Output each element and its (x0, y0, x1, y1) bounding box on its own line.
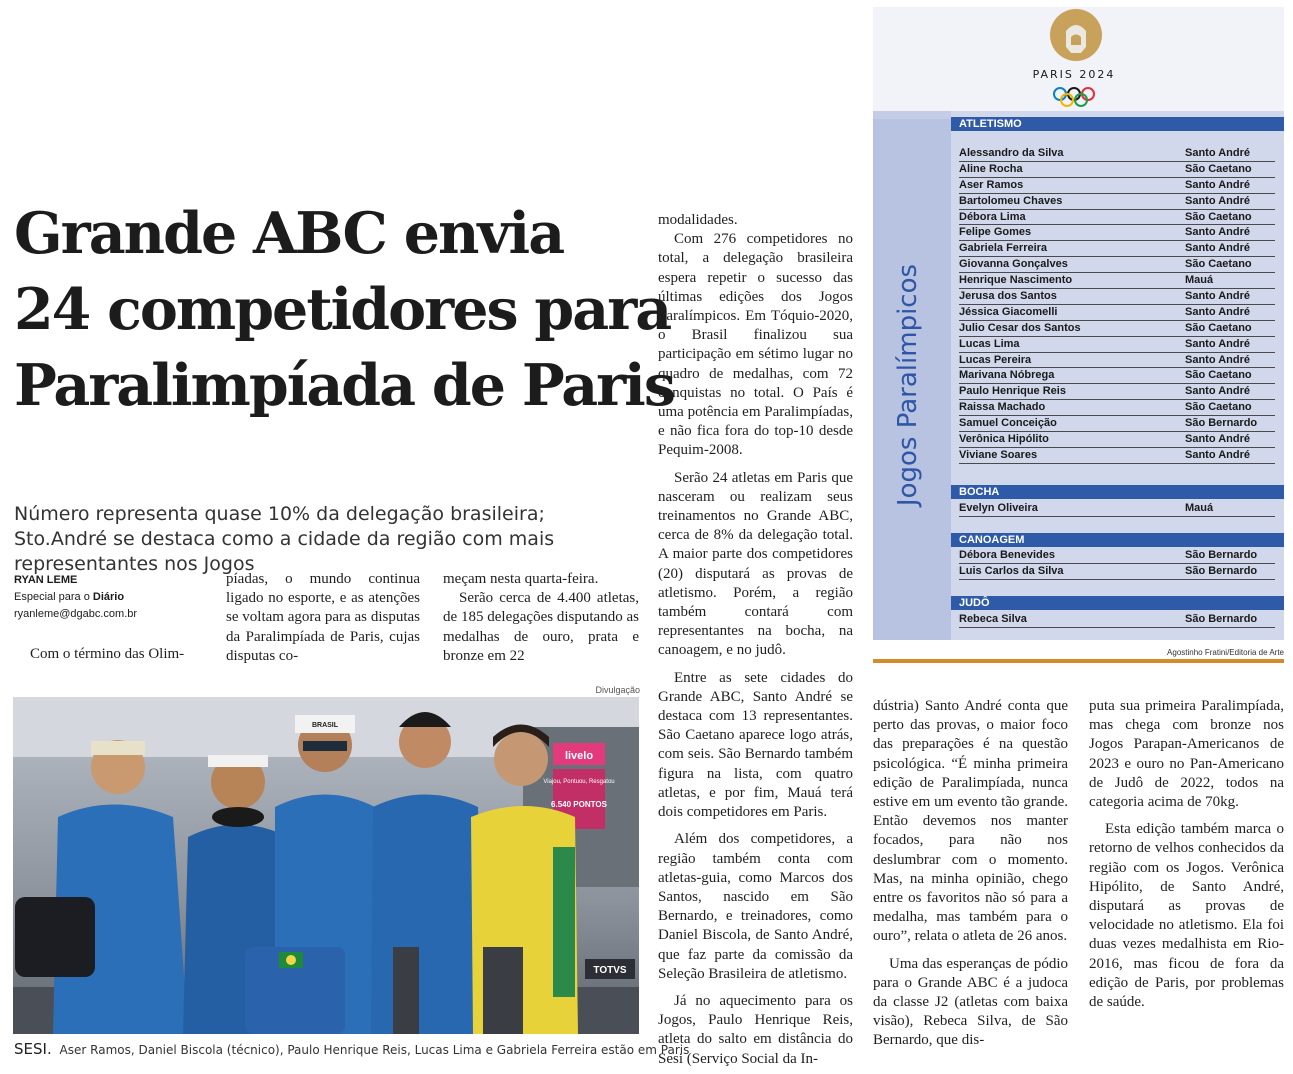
section-header-judo: JUDÔ (951, 596, 1284, 610)
athlete-city: Mauá (1185, 274, 1214, 287)
paragraph: dústria) Santo André conta que perto das provas, o maior foco das preparações é na questão psicológica. “É minha primeira edição de Paralimpíada, nunca estive em um evento tão grande. Então devemos nos manter focados, para não nos deslumbrar com o momento. Mas, na minha opinião, chego entre os favoritos não só para a medalha, mas também para o ouro”, relata o atleta de 26 anos. (873, 698, 1068, 945)
athlete-city: Santo André (1185, 178, 1250, 191)
athlete-name: Julio Cesar dos Santos (959, 321, 1081, 334)
athlete-name: Verônica Hipólito (959, 433, 1049, 446)
athlete-name: Bartolomeu Chaves (959, 194, 1063, 207)
athlete-name: Jéssica Giacomelli (959, 305, 1058, 318)
athlete-city: Santo André (1185, 305, 1250, 318)
athlete-name: Alessandro da Silva (959, 147, 1064, 159)
paragraph: Já no aquecimento para os Jogos, Paulo Henrique Reis, atleta do salto em distância do Sesi (Serviço Social da In- (658, 992, 853, 1067)
paragraph: Serão cerca de 4.400 atletas, de 185 delegações disputando as medalhas de ouro, prata e bronze em 22 (443, 590, 639, 664)
author-role-prefix: Especial para o (14, 591, 90, 603)
paragraph: píadas, o mundo continua ligado no esporte, e as atenções se voltam agora para as disputas da Paralimpíada de Paris, cujas disputas co- (226, 571, 420, 664)
rows-judo (959, 612, 1275, 628)
athlete-city: Santo André (1185, 226, 1250, 239)
author-role (14, 589, 214, 606)
headline-line-3: Paralimpíada de Paris (14, 352, 674, 419)
athlete-city: São Caetano (1185, 369, 1252, 382)
athlete-name: Felipe Gomes (959, 226, 1032, 239)
paragraph: Com o término das Olim- (30, 646, 185, 662)
athlete-city: Santo André (1185, 147, 1250, 159)
author-name: RYAN LEME (14, 574, 78, 586)
article-column-1 (14, 645, 206, 664)
paragraph: meçam nesta quarta-feira. (443, 571, 599, 587)
athlete-row (959, 416, 1275, 432)
paragraph: Entre as sete cidades do Grande ABC, Santo André se destaca com 13 representantes. São Caetano aparece logo atrás, com seis. São Bernardo também figura na lista, com quatro atletas, e por fim, Mauá terá dois competidores em Paris. (658, 669, 853, 821)
article-column-3 (443, 570, 639, 666)
section-header-canoagem: CANOAGEM (951, 533, 1284, 547)
athlete-row (959, 501, 1275, 517)
athlete-city: São Bernardo (1185, 417, 1258, 430)
athlete-name: Evelyn Oliveira (959, 502, 1038, 514)
athlete-row (959, 321, 1275, 337)
athlete-city: Santo André (1185, 433, 1250, 446)
athlete-name: Jerusa dos Santos (959, 290, 1057, 303)
article-column-4 (658, 211, 853, 1069)
athlete-row (959, 305, 1275, 321)
athlete-city: São Bernardo (1185, 564, 1258, 577)
athlete-row (959, 612, 1275, 628)
author-role-paper: Diário (92, 591, 125, 603)
athlete-name: Rebeca Silva (959, 613, 1027, 625)
subhead: Número representa quase 10% da delegação brasileira; Sto.André se destaca como a cidade da região com mais representantes nos Jogos (14, 503, 555, 575)
athlete-name: Raissa Machado (959, 401, 1046, 414)
paragraph: puta sua primeira Paralimpíada, mas chega com bronze nos Jogos Parapan-Americanos de 2023 e ouro no Pan-Americano de Judô de 2022, todos na categoria acima de 70kg. (1089, 698, 1284, 811)
athlete-city: Santo André (1185, 194, 1250, 207)
article-column-2 (226, 570, 420, 666)
athlete-row (959, 432, 1275, 448)
sidebar-bottom-rule (873, 659, 1284, 663)
athlete-row (959, 384, 1275, 400)
athlete-name: Gabriela Ferreira (959, 242, 1048, 255)
athlete-row (959, 289, 1275, 305)
athlete-row (959, 162, 1275, 178)
athlete-city: Santo André (1185, 337, 1250, 350)
photo-credit: Divulgação (595, 685, 640, 695)
athlete-name: Lucas Lima (959, 337, 1020, 350)
athlete-city: São Caetano (1185, 162, 1252, 175)
paragraph: modalidades. (658, 212, 738, 228)
team-photo (13, 697, 639, 1034)
paragraph: Com 276 competidores no total, a delegação brasileira espera repetir o sucesso das últimas edições dos Jogos Paralímpicos. Em Tóquio-2020, o Brasil finalizou sua participação em sétimo lugar no quadro de medalhas, com 72 conquistas no total. O País é uma potência em Paralimpíadas, e não fica fora do top-10 desde Pequim-2008. (658, 231, 853, 459)
athlete-row (959, 353, 1275, 369)
livelo-sign-text: livelo (564, 750, 594, 762)
athlete-name: Samuel Conceição (959, 417, 1057, 430)
athlete-name: Débora Benevides (959, 549, 1055, 561)
athlete-city: São Bernardo (1185, 549, 1258, 561)
athlete-city: Mauá (1185, 502, 1214, 514)
athlete-row (959, 337, 1275, 353)
olympic-rings-icon (1054, 88, 1094, 106)
athlete-name: Viviane Soares (959, 448, 1038, 461)
photo-caption (14, 1040, 690, 1059)
totvs-sign-text: TOTVS (593, 965, 627, 976)
paragraph: Uma das esperanças de pódio para o Grande ABC é a judoca da classe J2 (atletas com baixa visão), Rebeca Silva, de São Bernardo, que dis- (873, 955, 1068, 1049)
paris-2024-text: PARIS 2024 (1032, 68, 1116, 81)
athlete-name: Luis Carlos da Silva (959, 564, 1064, 577)
athlete-city: São Caetano (1185, 401, 1252, 414)
athlete-row (959, 368, 1275, 384)
promo-sign-text: Viajou, Pontuou, Resgatou (543, 779, 615, 785)
athlete-city: Santo André (1185, 242, 1250, 255)
athlete-row (959, 564, 1275, 580)
paragraph: Além dos competidores, a região também conta com atletas-guia, como Marcos dos Santos, nascido em São Bernardo, e treinadores, como Daniel Biscola, de Santo André, que faz parte da comissão da Seleção Brasileira de atletismo. (658, 831, 853, 982)
athlete-name: Marivana Nóbrega (959, 369, 1055, 382)
paris-2024-logo-area (873, 7, 1284, 111)
athlete-name: Henrique Nascimento (959, 274, 1073, 287)
paragraph: Esta edição também marca o retorno de velhos conhecidos da região com os Jogos. Verônica Hipólito, de Santo André, disputará as provas de velocidade no atletismo. Ela foi duas vezes medalhista em Rio-2016, mas ficou de fora da edição de Paris, por problemas de saúde. (1089, 821, 1284, 1011)
caption-text: Aser Ramos, Daniel Biscola (técnico), Paulo Henrique Reis, Lucas Lima e Gabriela Ferreira estão em Paris (59, 1043, 690, 1057)
author-email[interactable]: ryanleme@dgabc.com.br (14, 608, 138, 620)
athlete-name: Lucas Pereira (959, 353, 1032, 366)
athlete-city: São Caetano (1185, 210, 1252, 223)
athlete-row (959, 400, 1275, 416)
headline (14, 196, 674, 424)
athlete-row (959, 225, 1275, 241)
rows-atletismo (959, 146, 1275, 464)
caption-source: SESI. (14, 1040, 52, 1058)
rows-bocha (959, 501, 1275, 517)
athlete-row (959, 273, 1275, 289)
section-header-bocha: BOCHA (951, 485, 1284, 499)
athletes-sidebar (873, 7, 1284, 640)
athlete-name: Aline Rocha (959, 162, 1023, 175)
section-header-atletismo: ATLETISMO (951, 117, 1284, 131)
article-column-5 (873, 697, 1068, 1051)
team-photo-illustration (13, 697, 639, 1034)
athlete-city: São Caetano (1185, 321, 1252, 334)
athlete-name: Débora Lima (959, 210, 1026, 223)
athlete-name: Giovanna Gonçalves (959, 258, 1068, 271)
athlete-city: Santo André (1185, 353, 1250, 366)
vertical-title: Jogos Paralímpicos (893, 263, 923, 507)
byline (14, 572, 214, 623)
athlete-row (959, 178, 1275, 194)
points-sign-text: 6.540 PONTOS (551, 800, 607, 809)
article-column-6 (1089, 697, 1284, 1012)
paragraph: Serão 24 atletas em Paris que nasceram ou realizam seus treinamentos no Grande ABC, cerca de 8% da delegação total. A maior parte dos competidores (20) disputará as provas de atletismo. Porém, a região também contará com representantes na bocha, na canoagem, e no judô. (658, 469, 853, 659)
headline-line-2: 24 competidores para (14, 276, 671, 343)
athlete-name: Aser Ramos (959, 178, 1024, 191)
athlete-city: Santo André (1185, 385, 1250, 398)
athlete-row (959, 448, 1275, 464)
athlete-city: Santo André (1185, 290, 1250, 303)
athlete-city: São Bernardo (1185, 613, 1258, 625)
athlete-city: Santo André (1185, 448, 1250, 461)
athlete-row (959, 146, 1275, 162)
headline-line-1: Grande ABC envia (14, 200, 564, 267)
athlete-city: São Caetano (1185, 258, 1252, 271)
cap-text: BRASIL (311, 722, 339, 729)
paris-2024-logo (873, 7, 1284, 111)
athlete-list (951, 111, 1284, 640)
athlete-name: Paulo Henrique Reis (959, 385, 1066, 398)
art-credit: Agostinho Fratini/Editoria de Arte (1167, 648, 1284, 657)
athlete-row (959, 210, 1275, 226)
athlete-row (959, 241, 1275, 257)
rows-canoagem (959, 548, 1275, 580)
athlete-row (959, 548, 1275, 564)
athlete-row (959, 194, 1275, 210)
athlete-row (959, 257, 1275, 273)
